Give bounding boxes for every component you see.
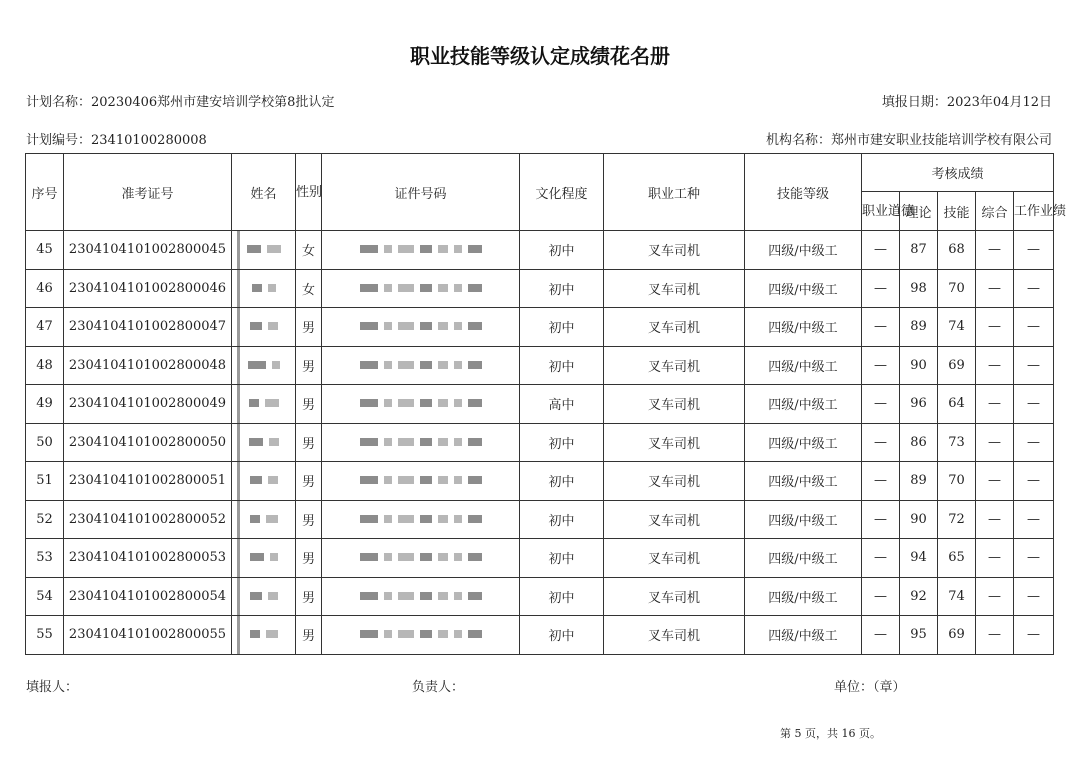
education-cell: 初中 (520, 269, 604, 308)
col-theory-header: 理论 (900, 192, 938, 231)
theory-score-cell: 87 (900, 231, 938, 270)
level-cell: 四级/中级工 (745, 269, 862, 308)
col-seq-header: 序号 (26, 154, 64, 231)
skill-score-cell: 69 (938, 346, 976, 385)
gender-cell: 男 (296, 308, 322, 347)
table-row (26, 346, 1054, 385)
table-row (26, 385, 1054, 424)
redaction-block (360, 284, 482, 292)
skill-score-cell: 70 (938, 269, 976, 308)
table-row (26, 500, 1054, 539)
name-redacted-cell (232, 308, 296, 347)
filler-label: 填报人： (26, 680, 79, 695)
document-title: 职业技能等级认定成绩花名册 (410, 44, 670, 68)
col-work-header: 工作业绩 (1014, 192, 1054, 231)
seq-cell: 52 (26, 500, 64, 539)
redaction-block (360, 361, 482, 369)
work-score-cell: — (1014, 500, 1054, 539)
name-redacted-cell (232, 462, 296, 501)
overall-score-cell: — (976, 423, 1014, 462)
level-cell: 四级/中级工 (745, 500, 862, 539)
level-cell: 四级/中级工 (745, 462, 862, 501)
level-cell: 四级/中级工 (745, 308, 862, 347)
id-redacted-cell (322, 539, 520, 578)
education-cell: 高中 (520, 385, 604, 424)
skill-score-cell: 70 (938, 462, 976, 501)
exam-no-cell: 2304104101002800048 (64, 346, 232, 385)
job-cell: 叉车司机 (604, 616, 745, 655)
plan-code: 计划编号：23410100280008 (26, 133, 207, 148)
col-scores-header: 考核成绩 (862, 154, 1054, 192)
ethics-score-cell: — (862, 500, 900, 539)
work-score-cell: — (1014, 385, 1054, 424)
ethics-score-cell: — (862, 269, 900, 308)
gender-cell: 女 (296, 269, 322, 308)
skill-score-cell: 69 (938, 616, 976, 655)
level-cell: 四级/中级工 (745, 385, 862, 424)
skill-score-cell: 74 (938, 308, 976, 347)
ethics-score-cell: — (862, 577, 900, 616)
theory-score-cell: 89 (900, 308, 938, 347)
redaction-block (360, 245, 482, 253)
job-cell: 叉车司机 (604, 462, 745, 501)
exam-no-cell: 2304104101002800052 (64, 500, 232, 539)
level-cell: 四级/中级工 (745, 423, 862, 462)
job-cell: 叉车司机 (604, 500, 745, 539)
gender-cell: 男 (296, 385, 322, 424)
skill-score-cell: 72 (938, 500, 976, 539)
page-indicator: 第 5 页，共 16 页。 (780, 727, 881, 740)
job-cell: 叉车司机 (604, 577, 745, 616)
gender-cell: 男 (296, 462, 322, 501)
table-row (26, 616, 1054, 655)
skill-score-cell: 68 (938, 231, 976, 270)
skill-score-cell: 73 (938, 423, 976, 462)
table-row (26, 577, 1054, 616)
seq-cell: 54 (26, 577, 64, 616)
col-id-header: 证件号码 (322, 154, 520, 231)
col-gender-header: 性别 (296, 154, 322, 231)
exam-no-cell: 2304104101002800045 (64, 231, 232, 270)
education-cell: 初中 (520, 346, 604, 385)
gender-cell: 男 (296, 346, 322, 385)
theory-score-cell: 96 (900, 385, 938, 424)
exam-no-cell: 2304104101002800055 (64, 616, 232, 655)
id-redacted-cell (322, 346, 520, 385)
ethics-score-cell: — (862, 539, 900, 578)
score-roster-table (25, 153, 1067, 655)
ethics-score-cell: — (862, 308, 900, 347)
job-cell: 叉车司机 (604, 539, 745, 578)
theory-score-cell: 95 (900, 616, 938, 655)
theory-score-cell: 94 (900, 539, 938, 578)
redaction-block (250, 515, 278, 523)
level-cell: 四级/中级工 (745, 616, 862, 655)
education-cell: 初中 (520, 616, 604, 655)
seq-cell: 53 (26, 539, 64, 578)
seq-cell: 46 (26, 269, 64, 308)
org-name: 机构名称：郑州市建安职业技能培训学校有限公司 (765, 133, 1052, 148)
redaction-block (250, 322, 278, 330)
education-cell: 初中 (520, 308, 604, 347)
ethics-score-cell: — (862, 423, 900, 462)
overall-score-cell: — (976, 616, 1014, 655)
ethics-score-cell: — (862, 346, 900, 385)
redaction-block (250, 476, 278, 484)
col-skill-header: 技能 (938, 192, 976, 231)
level-cell: 四级/中级工 (745, 539, 862, 578)
exam-no-cell: 2304104101002800054 (64, 577, 232, 616)
theory-score-cell: 92 (900, 577, 938, 616)
redaction-block (252, 284, 276, 292)
name-redacted-cell (232, 269, 296, 308)
col-education-header: 文化程度 (520, 154, 604, 231)
gender-cell: 男 (296, 616, 322, 655)
name-redacted-cell (232, 539, 296, 578)
work-score-cell: — (1014, 616, 1054, 655)
redaction-block (249, 399, 279, 407)
work-score-cell: — (1014, 539, 1054, 578)
overall-score-cell: — (976, 385, 1014, 424)
id-redacted-cell (322, 500, 520, 539)
redaction-block (360, 438, 482, 446)
id-redacted-cell (322, 616, 520, 655)
job-cell: 叉车司机 (604, 269, 745, 308)
overall-score-cell: — (976, 308, 1014, 347)
col-level-header: 技能等级 (745, 154, 862, 231)
name-redacted-cell (232, 616, 296, 655)
redaction-block (360, 553, 482, 561)
table-row (26, 308, 1054, 347)
redaction-block (249, 438, 279, 446)
seq-cell: 47 (26, 308, 64, 347)
ethics-score-cell: — (862, 616, 900, 655)
seq-cell: 50 (26, 423, 64, 462)
fill-date: 填报日期：2023年04月12日 (881, 95, 1052, 110)
work-score-cell: — (1014, 462, 1054, 501)
work-score-cell: — (1014, 346, 1054, 385)
name-redacted-cell (232, 500, 296, 539)
gender-cell: 男 (296, 539, 322, 578)
col-job-header: 职业工种 (604, 154, 745, 231)
unit-seal-label: 单位：（章） (834, 680, 906, 695)
work-score-cell: — (1014, 308, 1054, 347)
name-redacted-cell (232, 231, 296, 270)
redaction-block (250, 630, 278, 638)
redaction-block (360, 515, 482, 523)
work-score-cell: — (1014, 577, 1054, 616)
job-cell: 叉车司机 (604, 385, 745, 424)
overall-score-cell: — (976, 539, 1014, 578)
overall-score-cell: — (976, 231, 1014, 270)
id-redacted-cell (322, 577, 520, 616)
overall-score-cell: — (976, 462, 1014, 501)
id-redacted-cell (322, 231, 520, 270)
name-redacted-cell (232, 346, 296, 385)
seq-cell: 55 (26, 616, 64, 655)
redaction-block (360, 399, 482, 407)
ethics-score-cell: — (862, 462, 900, 501)
education-cell: 初中 (520, 423, 604, 462)
id-redacted-cell (322, 308, 520, 347)
gender-cell: 男 (296, 423, 322, 462)
skill-score-cell: 64 (938, 385, 976, 424)
id-redacted-cell (322, 385, 520, 424)
exam-no-cell: 2304104101002800050 (64, 423, 232, 462)
theory-score-cell: 98 (900, 269, 938, 308)
education-cell: 初中 (520, 231, 604, 270)
job-cell: 叉车司机 (604, 308, 745, 347)
gender-cell: 男 (296, 577, 322, 616)
redaction-block (247, 245, 281, 253)
name-redacted-cell (232, 385, 296, 424)
plan-name: 计划名称：20230406郑州市建安培训学校第8批认定 (26, 95, 335, 110)
table-row (26, 423, 1054, 462)
exam-no-cell: 2304104101002800053 (64, 539, 232, 578)
level-cell: 四级/中级工 (745, 577, 862, 616)
col-ethics-header: 职业道德 (862, 192, 900, 231)
education-cell: 初中 (520, 539, 604, 578)
work-score-cell: — (1014, 231, 1054, 270)
overall-score-cell: — (976, 500, 1014, 539)
seq-cell: 49 (26, 385, 64, 424)
job-cell: 叉车司机 (604, 346, 745, 385)
skill-score-cell: 74 (938, 577, 976, 616)
exam-no-cell: 2304104101002800049 (64, 385, 232, 424)
education-cell: 初中 (520, 500, 604, 539)
exam-no-cell: 2304104101002800051 (64, 462, 232, 501)
work-score-cell: — (1014, 423, 1054, 462)
id-redacted-cell (322, 269, 520, 308)
education-cell: 初中 (520, 462, 604, 501)
redaction-block (250, 592, 278, 600)
redaction-block (248, 361, 280, 369)
col-overall-header: 综合 (976, 192, 1014, 231)
roster-body (26, 231, 1054, 655)
theory-score-cell: 90 (900, 500, 938, 539)
overall-score-cell: — (976, 269, 1014, 308)
education-cell: 初中 (520, 577, 604, 616)
redaction-block (250, 553, 278, 561)
table-row (26, 231, 1054, 270)
gender-cell: 男 (296, 500, 322, 539)
manager-label: 负责人： (412, 680, 465, 695)
seq-cell: 51 (26, 462, 64, 501)
exam-no-cell: 2304104101002800047 (64, 308, 232, 347)
skill-score-cell: 65 (938, 539, 976, 578)
theory-score-cell: 89 (900, 462, 938, 501)
redaction-block (360, 476, 482, 484)
job-cell: 叉车司机 (604, 423, 745, 462)
level-cell: 四级/中级工 (745, 346, 862, 385)
redaction-block (360, 630, 482, 638)
theory-score-cell: 86 (900, 423, 938, 462)
name-redacted-cell (232, 577, 296, 616)
work-score-cell: — (1014, 269, 1054, 308)
name-redacted-cell (232, 423, 296, 462)
redaction-block (360, 322, 482, 330)
level-cell: 四级/中级工 (745, 231, 862, 270)
theory-score-cell: 90 (900, 346, 938, 385)
ethics-score-cell: — (862, 385, 900, 424)
redaction-block (360, 592, 482, 600)
table-row (26, 539, 1054, 578)
exam-no-cell: 2304104101002800046 (64, 269, 232, 308)
table-row (26, 269, 1054, 308)
col-name-header: 姓名 (232, 154, 296, 231)
col-exam-no-header: 准考证号 (64, 154, 232, 231)
id-redacted-cell (322, 423, 520, 462)
table-row (26, 462, 1054, 501)
job-cell: 叉车司机 (604, 231, 745, 270)
gender-cell: 女 (296, 231, 322, 270)
seq-cell: 48 (26, 346, 64, 385)
seq-cell: 45 (26, 231, 64, 270)
id-redacted-cell (322, 462, 520, 501)
overall-score-cell: — (976, 577, 1014, 616)
ethics-score-cell: — (862, 231, 900, 270)
overall-score-cell: — (976, 346, 1014, 385)
